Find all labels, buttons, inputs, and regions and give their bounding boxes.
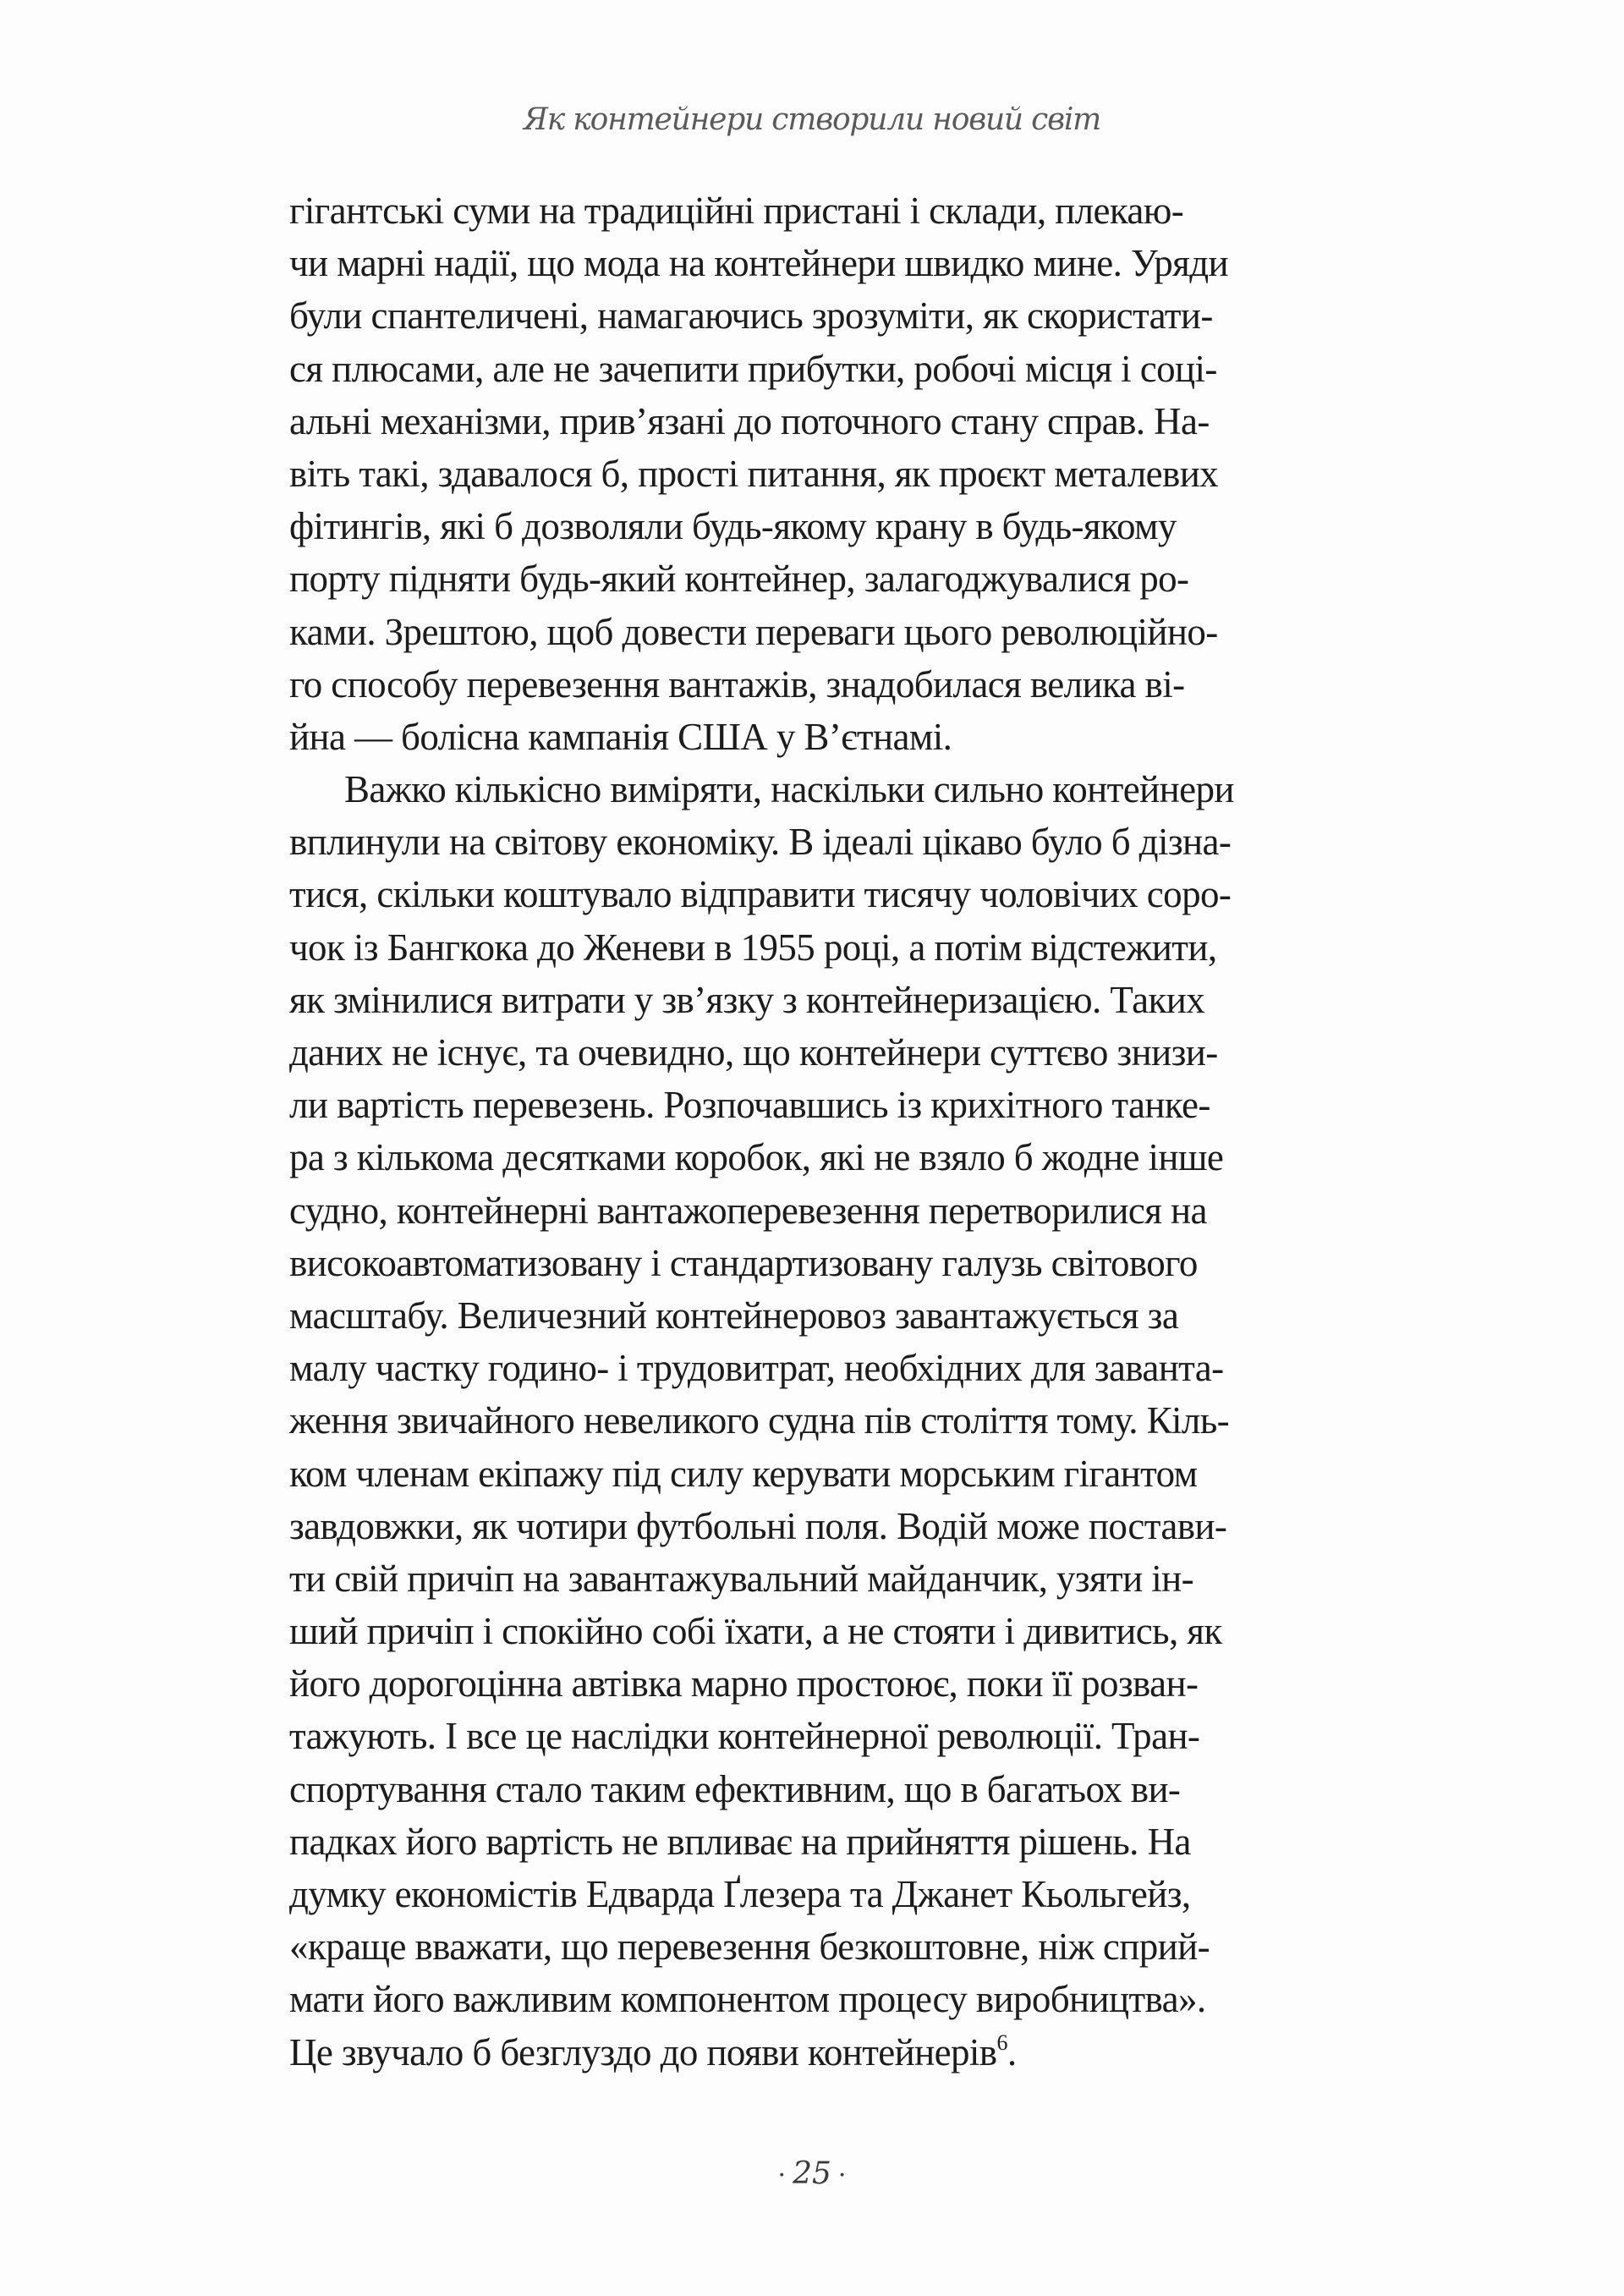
text-line: малу частку годино- і трудовитрат, необхідних для заванта- bbox=[289, 1347, 1224, 1390]
running-header: Як контейнери створили новий світ bbox=[523, 102, 1101, 137]
page-number-ornament-right: · bbox=[837, 2161, 847, 2190]
footnote-marker[interactable]: 6 bbox=[996, 2030, 1007, 2055]
text-line: як змінилися витрати у зв’язку з контейнеризацією. Таких bbox=[289, 978, 1205, 1021]
text-line: альні механізми, прив’язані до поточного стану справ. На- bbox=[289, 399, 1210, 442]
paragraph-2 bbox=[289, 763, 1374, 2079]
text-line: ра з кількома десятками коробок, які не взяло б жодне інше bbox=[289, 1136, 1224, 1179]
text-line: Важко кількісно виміряти, наскільки сильно контейнери bbox=[344, 768, 1234, 811]
text-line: порту підняти будь-який контейнер, залагоджувалися ро- bbox=[289, 558, 1189, 601]
text-line: ками. Зрештою, щоб довести переваги цього революційно- bbox=[289, 610, 1218, 653]
text-line: вплинули на світову економіку. В ідеалі цікаво було б дізна- bbox=[289, 821, 1232, 864]
page-number-ornament-left: · bbox=[777, 2161, 787, 2190]
text-line: йна — болісна кампанія США у В’єтнамі. bbox=[289, 715, 952, 758]
text-line: «краще вважати, що перевезення безкоштовне, ніж сприй- bbox=[289, 1925, 1210, 1969]
text-line-final bbox=[289, 2026, 1374, 2079]
text-line: віть такі, здавалося б, прості питання, як проєкт металевих bbox=[289, 452, 1219, 495]
text-line: ший причіп і спокійно собі їхати, а не стояти і дивитись, як bbox=[289, 1610, 1222, 1653]
text-line: високоавтоматизовану і стандартизовану галузь світового bbox=[289, 1241, 1198, 1284]
text-line: були спантеличені, намагаючись зрозуміти, як скористати- bbox=[289, 294, 1213, 338]
text-line: судно, контейнерні вантажоперевезення перетворилися на bbox=[289, 1189, 1207, 1232]
text-line: масштабу. Величезний контейнеровоз завантажується за bbox=[289, 1294, 1179, 1337]
text-line: ли вартість перевезень. Розпочавшись із крихітного танке- bbox=[289, 1084, 1210, 1127]
page-number bbox=[0, 2149, 1624, 2201]
final-line-text: Це звучало б безглуздо до появи контейнерів bbox=[289, 2030, 997, 2074]
text-line: завдовжки, як чотири футбольні поля. Водій може постави- bbox=[289, 1504, 1227, 1547]
text-line: його дорогоцінна автівка марно простоює, поки її розван- bbox=[289, 1662, 1199, 1706]
final-punctuation: . bbox=[1007, 2030, 1017, 2074]
text-line: спортування стало таким ефективним, що в багатьох ви- bbox=[289, 1767, 1181, 1810]
text-line: ти свій причіп на завантажувальний майданчик, узяти ін- bbox=[289, 1557, 1194, 1600]
text-line: тися, скільки коштувало відправити тисячу чоловічих соро- bbox=[289, 873, 1232, 916]
paragraph-1 bbox=[289, 184, 1374, 763]
text-line: тажують. І все це наслідки контейнерної революції. Тран- bbox=[289, 1715, 1200, 1758]
text-line: гігантські суми на традиційні пристані і склади, плекаю- bbox=[289, 190, 1184, 232]
body-text bbox=[289, 184, 1374, 2079]
text-line: фітингів, які б дозволяли будь-якому крану в будь-якому bbox=[289, 505, 1177, 548]
text-line: чи марні надії, що мода на контейнери швидко мине. Уряди bbox=[289, 242, 1228, 285]
text-line: чок із Бангкока до Женеви в 1955 році, а потім відстежити, bbox=[289, 926, 1217, 969]
page-number-value: 25 bbox=[793, 2156, 831, 2191]
text-line: падках його вартість не впливає на прийняття рішень. На bbox=[289, 1820, 1191, 1863]
text-line: ся плюсами, але не зачепити прибутки, робочі місця і соці- bbox=[289, 347, 1217, 390]
text-line: ком членам екіпажу під силу керувати морським гігантом bbox=[289, 1452, 1198, 1495]
text-line: ження звичайного невеликого судна пів століття тому. Кіль- bbox=[289, 1399, 1230, 1442]
text-line: даних не існує, та очевидно, що контейнери суттєво знизи- bbox=[289, 1031, 1218, 1074]
text-line: го способу перевезення вантажів, знадобилася велика ві- bbox=[289, 662, 1185, 706]
text-line: мати його важливим компонентом процесу виробництва». bbox=[289, 1978, 1206, 2021]
text-line: думку економістів Едварда Ґлезера та Джанет Кьольгейз, bbox=[289, 1873, 1191, 1915]
